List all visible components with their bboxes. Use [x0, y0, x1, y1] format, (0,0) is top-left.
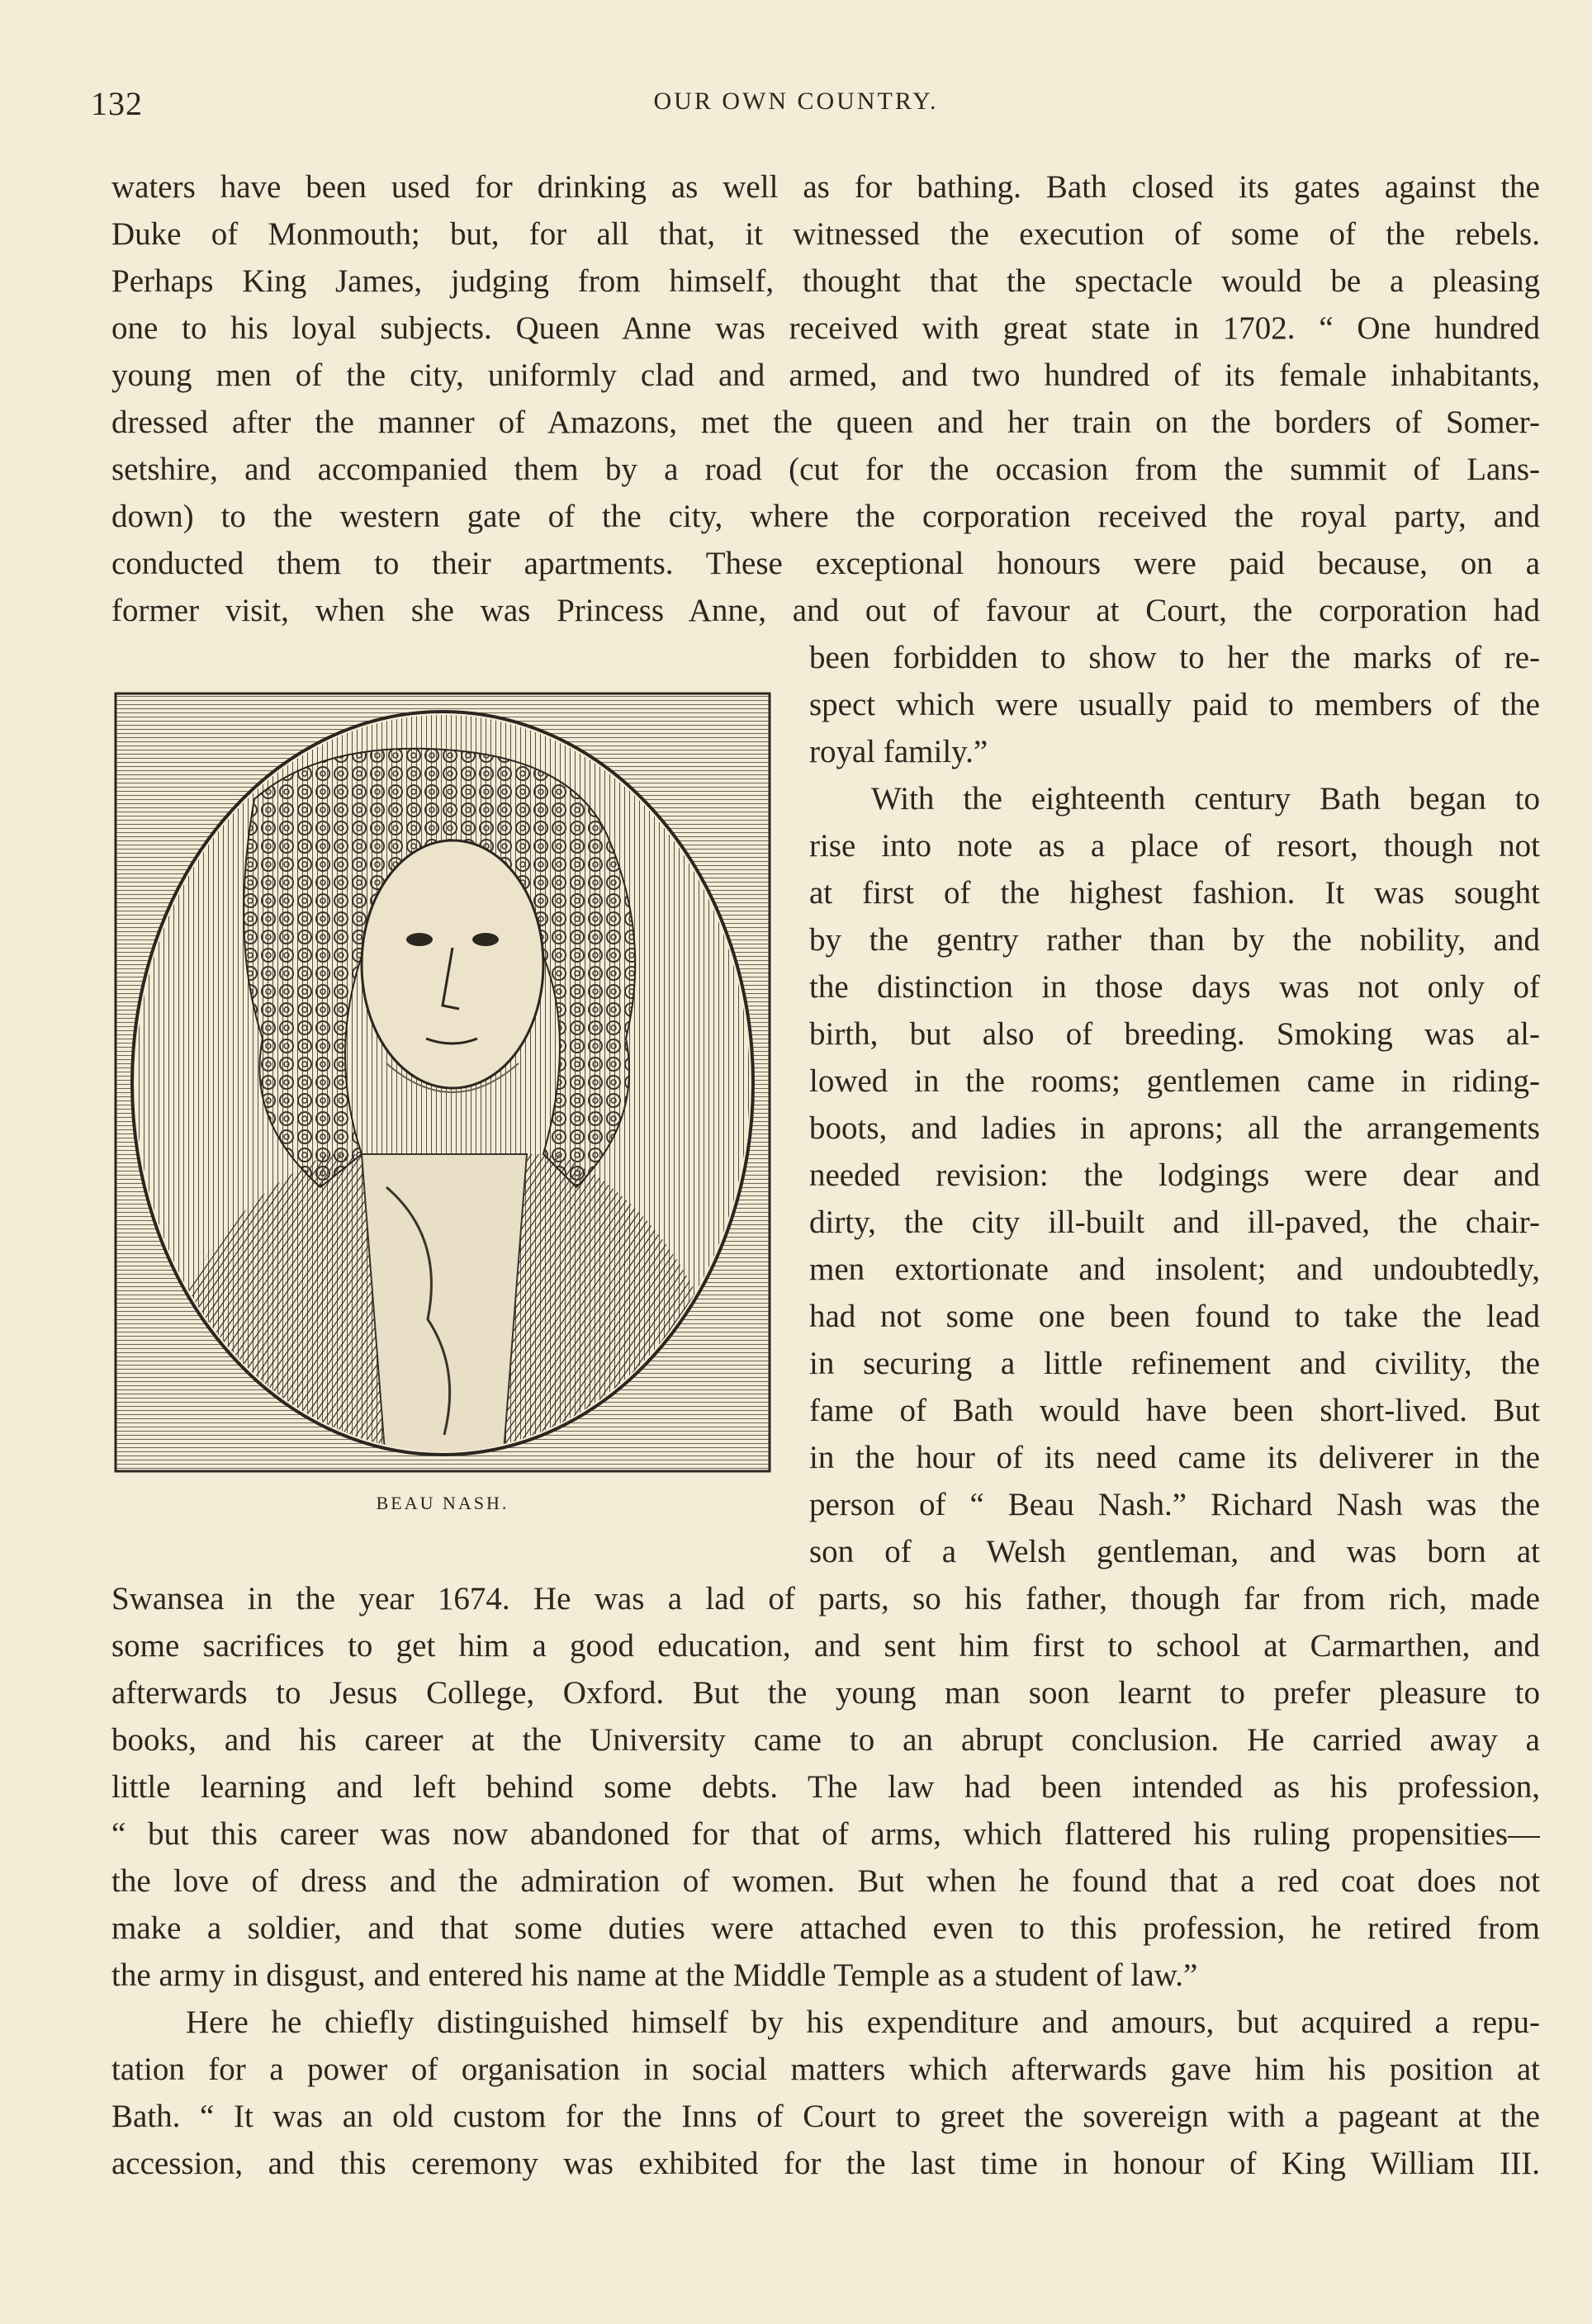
text-line: the army in disgust, and entered his name at the Middle Temple as a student of law.” [111, 1957, 1198, 1993]
text-line: in the hour of its need came its deliverer in the [809, 1440, 1540, 1475]
text-line: make a soldier, and that some duties were attached even to this profession, he retired from [111, 1910, 1540, 1946]
text-line: waters have been used for drinking as well as for bathing. Bath closed its gates against the [111, 169, 1540, 205]
text-line: down) to the western gate of the city, where the corporation received the royal party, and [111, 499, 1540, 534]
text-line: son of a Welsh gentleman, and was born at [809, 1534, 1540, 1569]
text-line: setshire, and accompanied them by a road (cut for the occasion from the summit of Lans- [111, 452, 1540, 487]
text-line: royal family.” [809, 734, 988, 769]
text-line: With the eighteenth century Bath began to [871, 781, 1540, 816]
running-head: OUR OWN COUNTRY. [653, 88, 939, 115]
text-line: “ but this career was now abandoned for that of arms, which flattered his ruling propensities— [111, 1816, 1540, 1852]
text-line: had not some one been found to take the lead [809, 1299, 1540, 1334]
text-line: conducted them to their apartments. These exceptional honours were paid because, on a [111, 546, 1540, 581]
text-line: Duke of Monmouth; but, for all that, it witnessed the execution of some of the rebels. [111, 216, 1540, 252]
beau-nash-portrait [114, 692, 771, 1473]
text-line: birth, but also of breeding. Smoking was al- [809, 1016, 1540, 1052]
text-line: afterwards to Jesus College, Oxford. But the young man soon learnt to prefer pleasure to [111, 1675, 1540, 1711]
text-line: the distinction in those days was not only of [809, 969, 1540, 1005]
text-line: books, and his career at the University came to an abrupt conclusion. He carried away a [111, 1722, 1540, 1758]
text-line: lowed in the rooms; gentlemen came in riding- [809, 1063, 1540, 1099]
text-line: little learning and left behind some debts. The law had been intended as his profession, [111, 1769, 1540, 1805]
text-line: men extortionate and insolent; and undoubtedly, [809, 1252, 1540, 1287]
text-line: dressed after the manner of Amazons, met the queen and her train on the borders of Somer- [111, 405, 1540, 440]
text-line: Bath. “ It was an old custom for the Inns of Court to greet the sovereign with a pageant at the [111, 2099, 1540, 2134]
portrait-figure [114, 692, 771, 1473]
text-line: Here he chiefly distinguished himself by his expenditure and amours, but acquired a repu- [186, 2005, 1540, 2040]
text-line: fame of Bath would have been short-lived. But [809, 1393, 1540, 1428]
text-line: rise into note as a place of resort, though not [809, 828, 1540, 864]
figure-caption: BEAU NASH. [376, 1493, 509, 1513]
text-line: Swansea in the year 1674. He was a lad of parts, so his father, though far from rich, made [111, 1581, 1540, 1616]
text-line: some sacrifices to get him a good education, and sent him first to school at Carmarthen, and [111, 1628, 1540, 1664]
text-line: needed revision: the lodgings were dear and [809, 1157, 1540, 1193]
text-line: spect which were usually paid to members of the [809, 687, 1540, 722]
text-line: in securing a little refinement and civility, the [809, 1346, 1540, 1381]
text-line: one to his loyal subjects. Queen Anne was received with great state in 1702. “ One hundred [111, 310, 1540, 346]
text-line: at first of the highest fashion. It was sought [809, 875, 1540, 911]
text-line: former visit, when she was Princess Anne, and out of favour at Court, the corporation had [111, 593, 1540, 628]
text-line: tation for a power of organisation in social matters which afterwards gave him his position at [111, 2052, 1540, 2087]
text-line: person of “ Beau Nash.” Richard Nash was the [809, 1487, 1540, 1522]
text-line: boots, and ladies in aprons; all the arrangements [809, 1110, 1540, 1146]
page-header [0, 84, 1592, 134]
text-line: Perhaps King James, judging from himself, thought that the spectacle would be a pleasing [111, 263, 1540, 299]
text-line: accession, and this ceremony was exhibited for the last time in honour of King William III. [111, 2146, 1540, 2181]
text-line: young men of the city, uniformly clad and armed, and two hundred of its female inhabitants, [111, 357, 1540, 393]
page-number: 132 [91, 85, 143, 122]
text-line: the love of dress and the admiration of women. But when he found that a red coat does not [111, 1863, 1540, 1899]
text-line: been forbidden to show to her the marks of re- [809, 640, 1540, 675]
text-line: dirty, the city ill-built and ill-paved, the chair- [809, 1205, 1540, 1240]
text-line: by the gentry rather than by the nobility, and [809, 922, 1540, 958]
